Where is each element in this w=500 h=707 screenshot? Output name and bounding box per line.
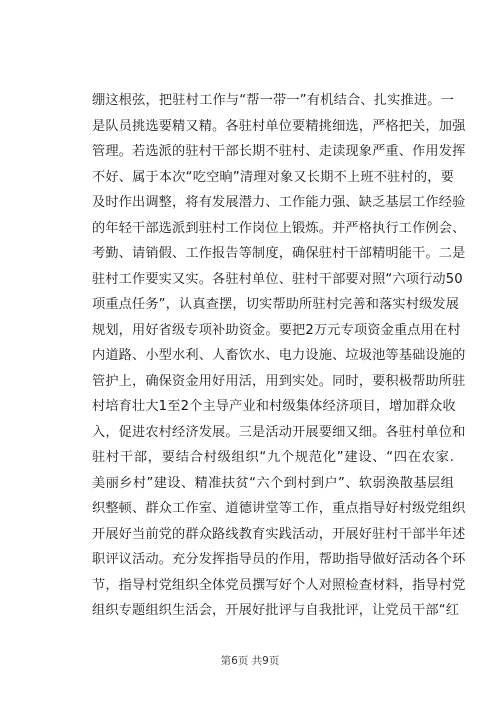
text-line: 的年轻干部选派到驻村工作岗位上锻炼。并严格执行工作例会、 xyxy=(92,220,466,236)
text-line: 内道路、小型水利、人畜饮水、电力设施、垃圾池等基础设施的 xyxy=(92,348,466,363)
text-line: 职评议活动。充分发挥指导员的作用，帮助指导做好活动各个环 xyxy=(92,552,466,567)
text-line: 及时作出调整，将有发展潜力、工作能力强、缺乏基层工作经验 xyxy=(92,195,466,210)
text-line: 节，指导村党组织全体党员撰写好个人对照检查材料，指导村党 xyxy=(92,577,466,593)
body-text xyxy=(92,88,466,624)
text-line: 管护上，确保资金用好用活，用到实处。同时，要积极帮助所驻 xyxy=(92,373,466,389)
text-line: 开展好当前党的群众路线教育实践活动，开展好驻村干部半年述 xyxy=(92,526,466,542)
text-line: 美丽乡村”建设、精准扶贫“六个到村到户”、软弱涣散基层组 xyxy=(92,475,454,491)
page-number-footer: 第6页 共9页 xyxy=(220,655,280,667)
text-line: 绷这根弦，把驻村工作与“帮一带一”有机结合、扎实推进。一 xyxy=(92,93,454,108)
text-line: 是队员挑选要精又精。各驻村单位要精挑细选，严格把关，加强 xyxy=(92,118,466,134)
text-line: 规划，用好省级专项补助资金。要把2万元专项资金重点用在村 xyxy=(92,322,461,338)
text-line: 组织专题组织生活会，开展好批评与自我批评，让党员干部“红 xyxy=(92,603,460,618)
text-line: 入，促进农村经济发展。三是活动开展要细又细。各驻村单位和 xyxy=(92,424,466,440)
text-line: 考勤、请销假、工作报告等制度，确保驻村干部精明能干。二是 xyxy=(92,246,466,261)
text-line: 管理。若选派的驻村干部长期不驻村、走读现象严重、作用发挥 xyxy=(92,144,466,159)
text-line: 项重点任务”，认真查摆，切实帮助所驻村完善和落实村级发展 xyxy=(92,297,460,312)
text-line: 驻村干部，要结合村级组织“九个规范化”建设、“四在农家. xyxy=(92,450,454,465)
text-line: 织整顿、群众工作室、道德讲堂等工作，重点指导好村级党组织 xyxy=(92,501,466,516)
text-line: 不好、属于本次“吃空晌”清理对象又长期不上班不驻村的，要 xyxy=(92,169,454,185)
text-line: 驻村工作要实又实。各驻村单位、驻村干部要对照“六项行动50 xyxy=(92,271,463,287)
text-line: 村培育壮大1至2个主导产业和村级集体经济项目，增加群众收 xyxy=(92,399,456,414)
